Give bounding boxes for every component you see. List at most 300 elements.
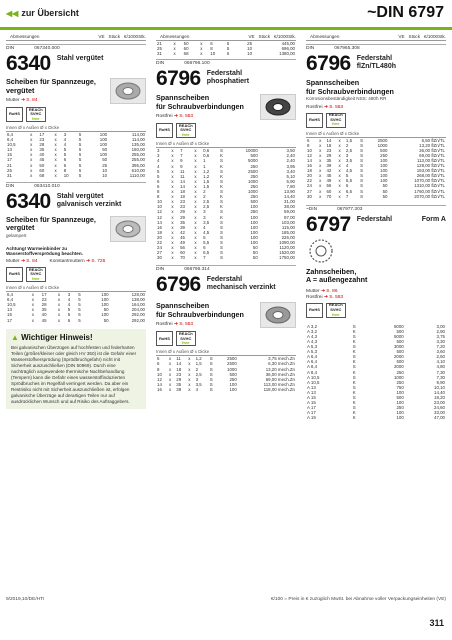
product-block-2 (306, 214, 446, 236)
table-cell: 23,00 (434, 400, 445, 406)
table-cell: x (57, 297, 61, 303)
table-cell: 3,5 (345, 157, 353, 163)
table-cell: S (219, 199, 223, 205)
table-cell: 14,40 (434, 389, 445, 395)
table-cell: S (360, 173, 364, 179)
table-cell: 68 (183, 51, 189, 57)
table-cell: 8,4 (7, 297, 14, 303)
table-cell: S (352, 323, 356, 329)
table-cell: x (171, 183, 174, 189)
table-cell: 60 (180, 250, 185, 256)
table-cell: A 4,3 (307, 333, 318, 339)
table-cell: K (352, 328, 356, 334)
table-cell: 500 (396, 339, 404, 344)
table-cell: 1110,00 (129, 172, 145, 178)
table-cell: x (319, 173, 322, 179)
table-cell: 13 (7, 307, 12, 313)
table-cell: 4,80 (436, 364, 445, 370)
table-cell: 500 (396, 328, 404, 334)
table-cell: S (209, 366, 213, 372)
table-cell: A 13 (307, 384, 316, 390)
table-row (156, 255, 296, 260)
washer-icon (264, 97, 292, 117)
table-cell: 1,2 (203, 173, 210, 179)
table-cell: x (319, 178, 322, 184)
product-name-2: Federstahl Form A (356, 215, 446, 223)
table-cell: 4 (157, 158, 160, 164)
table-cell: 250 (380, 152, 388, 158)
table-cell: 128,00 flZn/TL (416, 163, 445, 169)
rohs-badges (156, 123, 296, 138)
table-cell: 15 (7, 152, 12, 158)
table-cell: 3,5 (203, 219, 210, 225)
table-cell: 35 (41, 307, 47, 313)
table-cell: 36,00 mech.Zn (265, 371, 295, 377)
table-cell: 49 (326, 178, 332, 184)
table-cell: x (54, 137, 57, 143)
column-header: Abmessungen VE Stück €/1000Stk. (6, 34, 146, 41)
product-block (156, 68, 296, 90)
table-cell: 20 (157, 234, 162, 240)
table-cell: 185,00 (281, 229, 295, 235)
table-cell: 5 (63, 147, 67, 153)
table-cell: 21 (157, 41, 162, 46)
table-cell: 2,5 (345, 147, 353, 153)
rohs-badges-2 (306, 303, 446, 318)
table-cell: x (194, 214, 197, 220)
table-cell: 114,00 (131, 137, 145, 143)
table-cell: 4 (63, 137, 67, 143)
table-cell: 2,60 (436, 354, 445, 360)
table-cell: 17 (7, 317, 12, 323)
table-cell: x (31, 302, 34, 308)
table-cell: 8 (157, 194, 160, 200)
table-cell: 22 (157, 239, 162, 245)
table-cell: x (194, 209, 197, 215)
table-cell: 5 (226, 46, 230, 52)
table-cell: 100 (250, 234, 258, 240)
footer-left: 9/2019,10/DE/HTI (6, 597, 45, 602)
table-cell: 250 (229, 376, 237, 382)
table-cell: 1000 (227, 366, 237, 372)
table-cell: 27 (157, 250, 162, 256)
table-cell: 3,75 mech.Zn (268, 356, 295, 362)
table-cell: 3,40 (286, 168, 295, 174)
table-row (156, 387, 296, 392)
article-number-2: 6340 (6, 189, 51, 213)
table-cell: 5,5 (203, 239, 210, 245)
table-cell: x (319, 152, 322, 158)
table-cell: 100 (396, 389, 404, 395)
table-cell: S (360, 168, 364, 174)
table-cell: K (352, 379, 356, 385)
cross-ref-links-2 (6, 259, 146, 264)
table-cell: x (194, 199, 197, 205)
table-cell: 2500 (377, 137, 388, 143)
table-cell: 18,20 (434, 395, 445, 401)
table-cell: 250 (396, 379, 404, 385)
column-header: Abmessungen VE Stück €/1000Stk. (156, 34, 296, 41)
table-cell: S (209, 376, 213, 382)
table-cell: 1380,00 (279, 51, 295, 57)
table-cell: x (338, 157, 341, 163)
table-cell: 39 (326, 163, 332, 169)
product-block (6, 53, 146, 75)
table-cell: 128,00 (131, 292, 145, 298)
table-cell: S (360, 147, 364, 153)
rohs-badge: RoHS (306, 303, 323, 318)
table-cell: 7,20 (436, 344, 445, 350)
table-cell: x (194, 234, 197, 240)
table-cell: 250 (250, 163, 258, 169)
table-cell: 3 (203, 214, 206, 220)
table-cell: 100 (101, 297, 109, 303)
table-cell: 38,00 (284, 204, 295, 210)
table-cell: x (171, 163, 174, 169)
table-cell: x (194, 224, 197, 230)
product-name: Federstahl phosphatiert (206, 70, 250, 86)
table-cell: K (219, 163, 223, 169)
cross-ref-link[interactable]: Mutter ➜ S. 84 (6, 98, 38, 103)
table-cell: 97,00 (284, 214, 295, 220)
table-cell: 50 (382, 183, 388, 189)
section-title: Scheiben für Spannzeuge, vergütet (6, 77, 96, 95)
table-cell: 35 (39, 147, 45, 153)
table-cell: 100 (396, 410, 404, 416)
table-cell: 7,30 (436, 374, 445, 380)
back-to-overview-link[interactable] (6, 8, 79, 18)
table-cell: 27 (307, 188, 312, 194)
header-divider (0, 27, 452, 30)
table-cell: x (171, 153, 174, 159)
table-cell: x (194, 194, 197, 200)
table-cell: 13,20 flZn/TL (419, 142, 445, 148)
table-cell: 7 (180, 148, 183, 154)
table-cell: 0,6 (203, 153, 210, 159)
table-row (156, 51, 296, 56)
rohs-badge: RoHS (6, 107, 23, 122)
table-cell: 5 (78, 147, 82, 153)
table-cell: 35 (326, 157, 332, 163)
footer (6, 597, 446, 602)
table-cell: 8 (157, 189, 160, 195)
table-cell: 50 (382, 188, 388, 194)
table-cell: S (352, 333, 356, 339)
product-block (306, 53, 446, 75)
table-cell: 3,30 (436, 339, 445, 344)
rohs-badge: RoHS (6, 267, 23, 282)
table-cell: x (171, 148, 174, 154)
table-cell: 103,00 (281, 219, 295, 225)
table-cell: 5 (78, 297, 81, 303)
rohs-badges (6, 107, 146, 122)
table-cell: 1000 (393, 374, 404, 380)
table-cell: x (57, 302, 61, 308)
table-cell: 39 (176, 386, 182, 392)
table-cell: 12 (307, 152, 312, 158)
table-cell: 6,4 (7, 132, 14, 137)
table-cell: 2,40 (286, 158, 295, 164)
table-cell: 5 (226, 51, 230, 57)
table-cell: S (219, 209, 223, 215)
table-cell: 100 (380, 173, 388, 179)
table-cell: 14 (180, 183, 185, 189)
table-cell: 5,5 (345, 178, 353, 184)
table-cell: x (171, 199, 174, 205)
table-cell: 2 (195, 366, 199, 372)
table-cell: 50 (39, 162, 45, 168)
table-cell: x (31, 312, 34, 318)
table-cell: x (54, 152, 57, 158)
table-cell: 115,00 (281, 224, 295, 230)
table-cell: 50 (252, 255, 258, 261)
table-cell: x (171, 189, 174, 195)
product-name: Stahl vergütet (56, 55, 104, 62)
table-cell: 5 (78, 132, 82, 137)
table-cell: 1090,00 (279, 239, 295, 245)
table-cell: A 17 (307, 405, 316, 411)
table-cell: 113,00 flZn/TL (417, 157, 445, 163)
table-cell: 1,5 (345, 137, 353, 143)
rohs-badge: RoHS (156, 123, 173, 138)
price-table-2 (156, 356, 296, 392)
rohs-badges-2 (6, 267, 146, 282)
section-title-2: Spannscheiben für Schraubverbindungen (156, 301, 244, 319)
table-cell: x (338, 147, 341, 153)
reach-badge: REACh SVHC free (326, 303, 346, 318)
table-cell: x (171, 219, 174, 225)
table-cell: K (219, 214, 223, 220)
table-cell: x (188, 386, 191, 392)
rohs-badges-2 (156, 331, 296, 346)
table-cell: 6 (210, 41, 213, 46)
table-cell: 17 (41, 292, 47, 298)
table-cell: 5,10 (286, 173, 295, 179)
table-cell: 14,40 (284, 194, 295, 200)
table-cell: 2,5 (203, 204, 210, 210)
table-cell: x (171, 234, 174, 240)
table-cell: 50 (103, 317, 109, 323)
table-cell: x (194, 219, 197, 225)
table-cell: 6 (63, 162, 67, 168)
table-cell: S (219, 224, 223, 230)
cross-ref-link[interactable]: Mutter ➜ S. 86 (306, 288, 338, 294)
table-cell: 3,5 (195, 381, 202, 387)
table-cell: S (360, 142, 364, 148)
table-cell: 3 (63, 132, 67, 137)
table-cell: 60 (326, 188, 332, 194)
table-cell: 6 (63, 157, 67, 163)
table-cell: x (319, 183, 322, 189)
table-cell: 69,00 mech.Zn (265, 376, 295, 382)
cross-ref-link[interactable]: Konstantmuttern ➜ S. 726 (49, 259, 106, 265)
table-cell: 12 (157, 214, 162, 220)
table-cell: 1520,00 (279, 250, 295, 256)
table-cell: 11 (180, 168, 185, 174)
table-cell: 135,00 (131, 142, 145, 148)
table-cell: 4 (63, 142, 67, 148)
table-cell: 3,95 (286, 163, 295, 169)
table-cell: 2,5 (195, 371, 202, 377)
table-row (6, 173, 146, 178)
table-cell: 4 (157, 163, 160, 169)
table-cell: 36,00 flZn/TL (419, 147, 445, 153)
table-cell: 60 (39, 167, 45, 173)
table-cell: 2500 (227, 356, 237, 362)
table-cell: x (188, 366, 191, 372)
table-cell: 5 (78, 152, 82, 158)
table-cell: x (168, 376, 172, 382)
top-bar (0, 0, 452, 26)
table-cell: x (31, 307, 34, 313)
table-cell: 193,00 flZn/TL (416, 168, 445, 174)
table-cell: 18 (157, 229, 162, 235)
table-cell: x (57, 312, 61, 318)
table-cell: x (194, 183, 197, 189)
table-cell: x (171, 209, 174, 215)
table-cell: A 5,3 (307, 344, 318, 350)
table-cell: 14 (180, 178, 185, 184)
table-cell: 45 (180, 234, 185, 240)
table-cell: x (31, 292, 34, 298)
table-cell: 1310,00 flZn/TL (414, 183, 445, 189)
table-cell: S (219, 250, 223, 256)
table-cell: 1,5 (195, 361, 202, 367)
hydrogen-warning-short: Achtung! Warmeinbinder zu Wasserstoffversprödung beachten. (6, 245, 83, 257)
table-cell: x (319, 193, 322, 199)
cross-ref-link[interactable]: Rostfrei ➜ S. 553 (306, 294, 344, 300)
table-cell: 10 (157, 371, 162, 377)
table-cell: 50 (382, 193, 388, 199)
article-number-2: 6796 (156, 273, 201, 297)
table-cell: x (171, 194, 174, 200)
table-cell: 5 (78, 172, 82, 178)
table-cell: 100 (380, 168, 388, 174)
table-cell: 13 (7, 147, 12, 153)
table-cell: x (319, 157, 322, 163)
table-cell: 50 (252, 245, 258, 251)
table-cell: x (57, 307, 61, 313)
table-cell: 17 (39, 132, 45, 137)
table-cell: 33,00 (434, 410, 445, 416)
table-cell: x (54, 162, 57, 168)
table-cell: 10,5 (7, 302, 16, 308)
product-name-2: Stahl vergütet galvanisch verzinkt (56, 192, 122, 208)
table-cell: x (173, 51, 176, 57)
article-number: 6340 (6, 52, 51, 75)
table-cell: 5 (78, 292, 81, 298)
cross-ref-link[interactable]: Rostfrei ➜ S. 553 (306, 104, 344, 110)
table-cell: x (200, 46, 203, 52)
table-cell: 22 (307, 178, 312, 184)
table-cell: K (219, 194, 223, 200)
table-cell: 12 (157, 209, 162, 215)
table-cell: x (338, 137, 341, 143)
table-cell: K (219, 183, 223, 189)
table-cell: A 3,2 (307, 328, 318, 334)
table-cell: S (219, 229, 223, 235)
table-cell: 14 (157, 381, 162, 387)
table-cell: K (352, 389, 356, 395)
table-cell: 45 (326, 173, 332, 179)
table-cell: 3 (157, 153, 160, 159)
table-cell: 5000 (393, 333, 404, 339)
table-cell: 8,4 (7, 137, 14, 143)
table-cell: 24 (307, 183, 312, 189)
table-cell: 5 (157, 356, 160, 362)
table-cell: 18 (180, 194, 185, 200)
table-cell: 3000 (393, 344, 404, 350)
table-cell: x (168, 381, 172, 387)
table-cell: x (171, 173, 174, 179)
cross-ref-link[interactable]: Rostfrei ➜ S. 553 (156, 114, 194, 120)
washer-icon (114, 81, 142, 101)
table-cell: K (219, 173, 223, 179)
table-cell: A 13 (307, 389, 316, 395)
table-cell: x (171, 158, 174, 164)
product-name: Federstahl flZn/TL480h (356, 55, 396, 70)
table-cell: x (194, 189, 197, 195)
din-line-2: DIN 066796.314 (156, 265, 296, 272)
table-cell: x (194, 245, 197, 251)
table-cell: 255,00 (131, 157, 145, 163)
table-cell: x (188, 356, 191, 362)
table-cell: 1 (203, 158, 206, 164)
table-cell: x (194, 163, 197, 169)
table-cell: x (338, 183, 341, 189)
table-cell: 1,2 (195, 356, 202, 362)
table-cell: x (168, 371, 172, 377)
table-cell: 1000 (248, 178, 258, 184)
table-cell: 23 (39, 137, 45, 143)
table-cell: 6 (203, 245, 206, 251)
table-cell: 25 (7, 167, 12, 173)
table-cell: S (219, 239, 223, 245)
table-cell: 9 (180, 158, 183, 164)
table-cell: x (171, 250, 174, 256)
table-cell: 500 (396, 349, 404, 355)
table-cell: x (30, 157, 33, 163)
table-cell: x (200, 51, 203, 57)
product-name-2: Federstahl mechanisch verzinkt (206, 276, 276, 292)
table-cell: 14 (307, 157, 312, 163)
table-cell: 113,00 mech.Zn (263, 381, 295, 387)
cross-ref-link[interactable]: Mutter ➜ S. 84 (6, 259, 38, 265)
table-cell: 4 (67, 302, 71, 308)
table-cell: x (188, 371, 191, 377)
table-cell: x (30, 142, 33, 148)
table-cell: S (360, 163, 364, 169)
table-cell: 6,30 mech.Zn (268, 361, 295, 367)
table-cell: x (171, 178, 174, 184)
table-cell: x (30, 152, 33, 158)
table-cell: 500 (396, 359, 404, 365)
washer-icon (114, 219, 142, 239)
table-cell: x (194, 148, 197, 154)
price-table-2 (6, 292, 146, 323)
table-cell: 17 (7, 157, 12, 163)
table-cell: x (30, 172, 33, 178)
table-cell: A 4,3 (307, 339, 318, 344)
table-cell: 4,10 (436, 359, 445, 365)
table-cell: 5 (78, 307, 81, 313)
table-cell: 696,00 (281, 46, 295, 52)
table-cell: x (171, 204, 174, 210)
cross-ref-link[interactable]: Rostfrei ➜ S. 553 (156, 322, 194, 328)
table-cell: 6 (157, 178, 160, 184)
table-cell: 56 (180, 245, 185, 251)
table-cell: 31 (7, 172, 12, 178)
